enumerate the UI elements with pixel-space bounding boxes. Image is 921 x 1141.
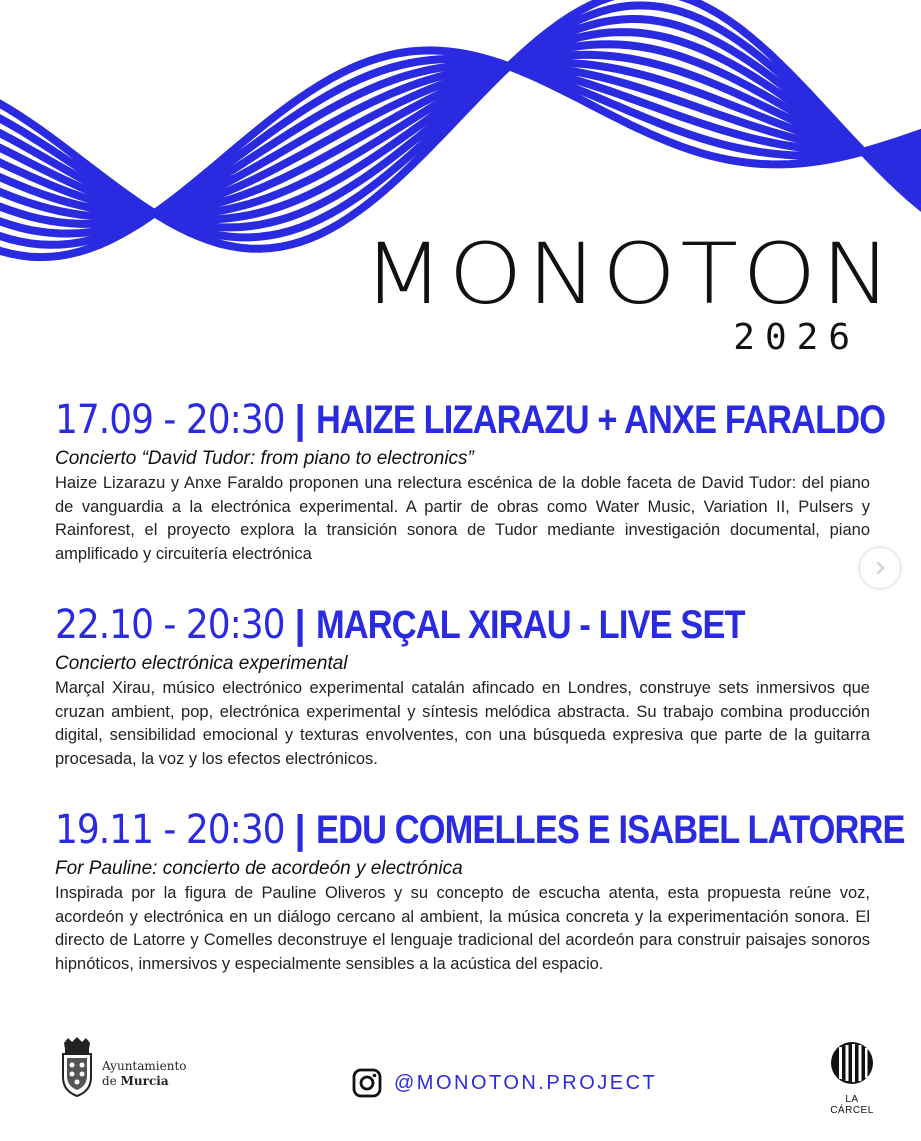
venue-logo-text: LA CÁRCEL <box>830 1094 874 1116</box>
event-separator: | <box>294 603 306 647</box>
event-subtitle: Concierto “David Tudor: from piano to electronics” <box>55 448 474 469</box>
instagram-handle[interactable]: @MONOTON.PROJECT <box>394 1071 658 1094</box>
instagram-link[interactable] <box>352 1068 657 1098</box>
event-header <box>55 397 885 443</box>
venue-logo <box>826 1041 878 1116</box>
instagram-icon <box>352 1068 382 1098</box>
event-separator: | <box>294 808 306 852</box>
event-title: MARÇAL XIRAU - LIVE SET <box>315 603 745 647</box>
event-description: Haize Lizarazu y Anxe Faraldo proponen una relectura escénica de la doble faceta de David Tudor: del piano de vanguardia a la electrónica experimental. A partir de obras como Water Music, Variation II, Pulsers y Rainforest, el proyecto explora la transición sonora de Tudor mediante investigación documental, piano amplificado y circuitería electrónica <box>55 474 870 563</box>
carousel-next-button[interactable] <box>860 548 900 588</box>
event-header <box>55 602 870 648</box>
footer <box>0 1035 921 1135</box>
brand-title: MONOTON <box>362 225 896 323</box>
poster-logo <box>362 225 896 358</box>
event-separator: | <box>294 398 306 442</box>
chevron-right-icon <box>871 559 889 577</box>
event-subtitle: Concierto electrónica experimental <box>55 653 348 674</box>
brand-year: 2026 <box>733 317 860 358</box>
event-date: 19.11 - 20:30 <box>55 807 285 853</box>
venue-bars-icon <box>830 1041 874 1085</box>
event-header <box>55 807 905 853</box>
event-title: EDU COMELLES E ISABEL LATORRE <box>315 808 905 852</box>
event-description: Inspirada por la figura de Pauline Oliveros y su concepto de escucha atenta, esta propuesta reúne voz, acordeón y electrónica en un diálogo cercano al ambient, la música concreta y la experimentación sonora. El directo de Latorre y Comelles deconstruye el lenguaje tradicional del acordeón para construir paisajes sonoros hipnóticos, inmersivos y especialmente sensibles a la acústica del espacio. <box>55 884 870 973</box>
event-date: 17.09 - 20:30 <box>55 397 285 443</box>
event-description: Marçal Xirau, músico electrónico experimental catalán afincado en Londres, construye sets inmersivos que cruzan ambient, pop, electrónica experimental y síntesis melódica abstracta. Su trabajo combina producción digital, sensibilidad emocional y texturas envolventes, con una búsqueda expresiva que parte de la guitarra procesada, la voz y los efectos electrónicos. <box>55 679 870 768</box>
event-title: HAIZE LIZARAZU + ANXE FARALDO <box>315 398 885 442</box>
sponsor-line-2: de Murcia <box>102 1074 169 1088</box>
sponsor-name <box>102 1059 187 1089</box>
event-date: 22.10 - 20:30 <box>55 602 285 648</box>
sponsor-line-1: Ayuntamiento <box>102 1059 187 1073</box>
event-1 <box>55 397 885 566</box>
event-2 <box>55 602 870 771</box>
event-subtitle: For Pauline: concierto de acordeón y electrónica <box>55 858 463 879</box>
event-3 <box>55 807 905 976</box>
coat-of-arms-icon <box>58 1037 96 1097</box>
